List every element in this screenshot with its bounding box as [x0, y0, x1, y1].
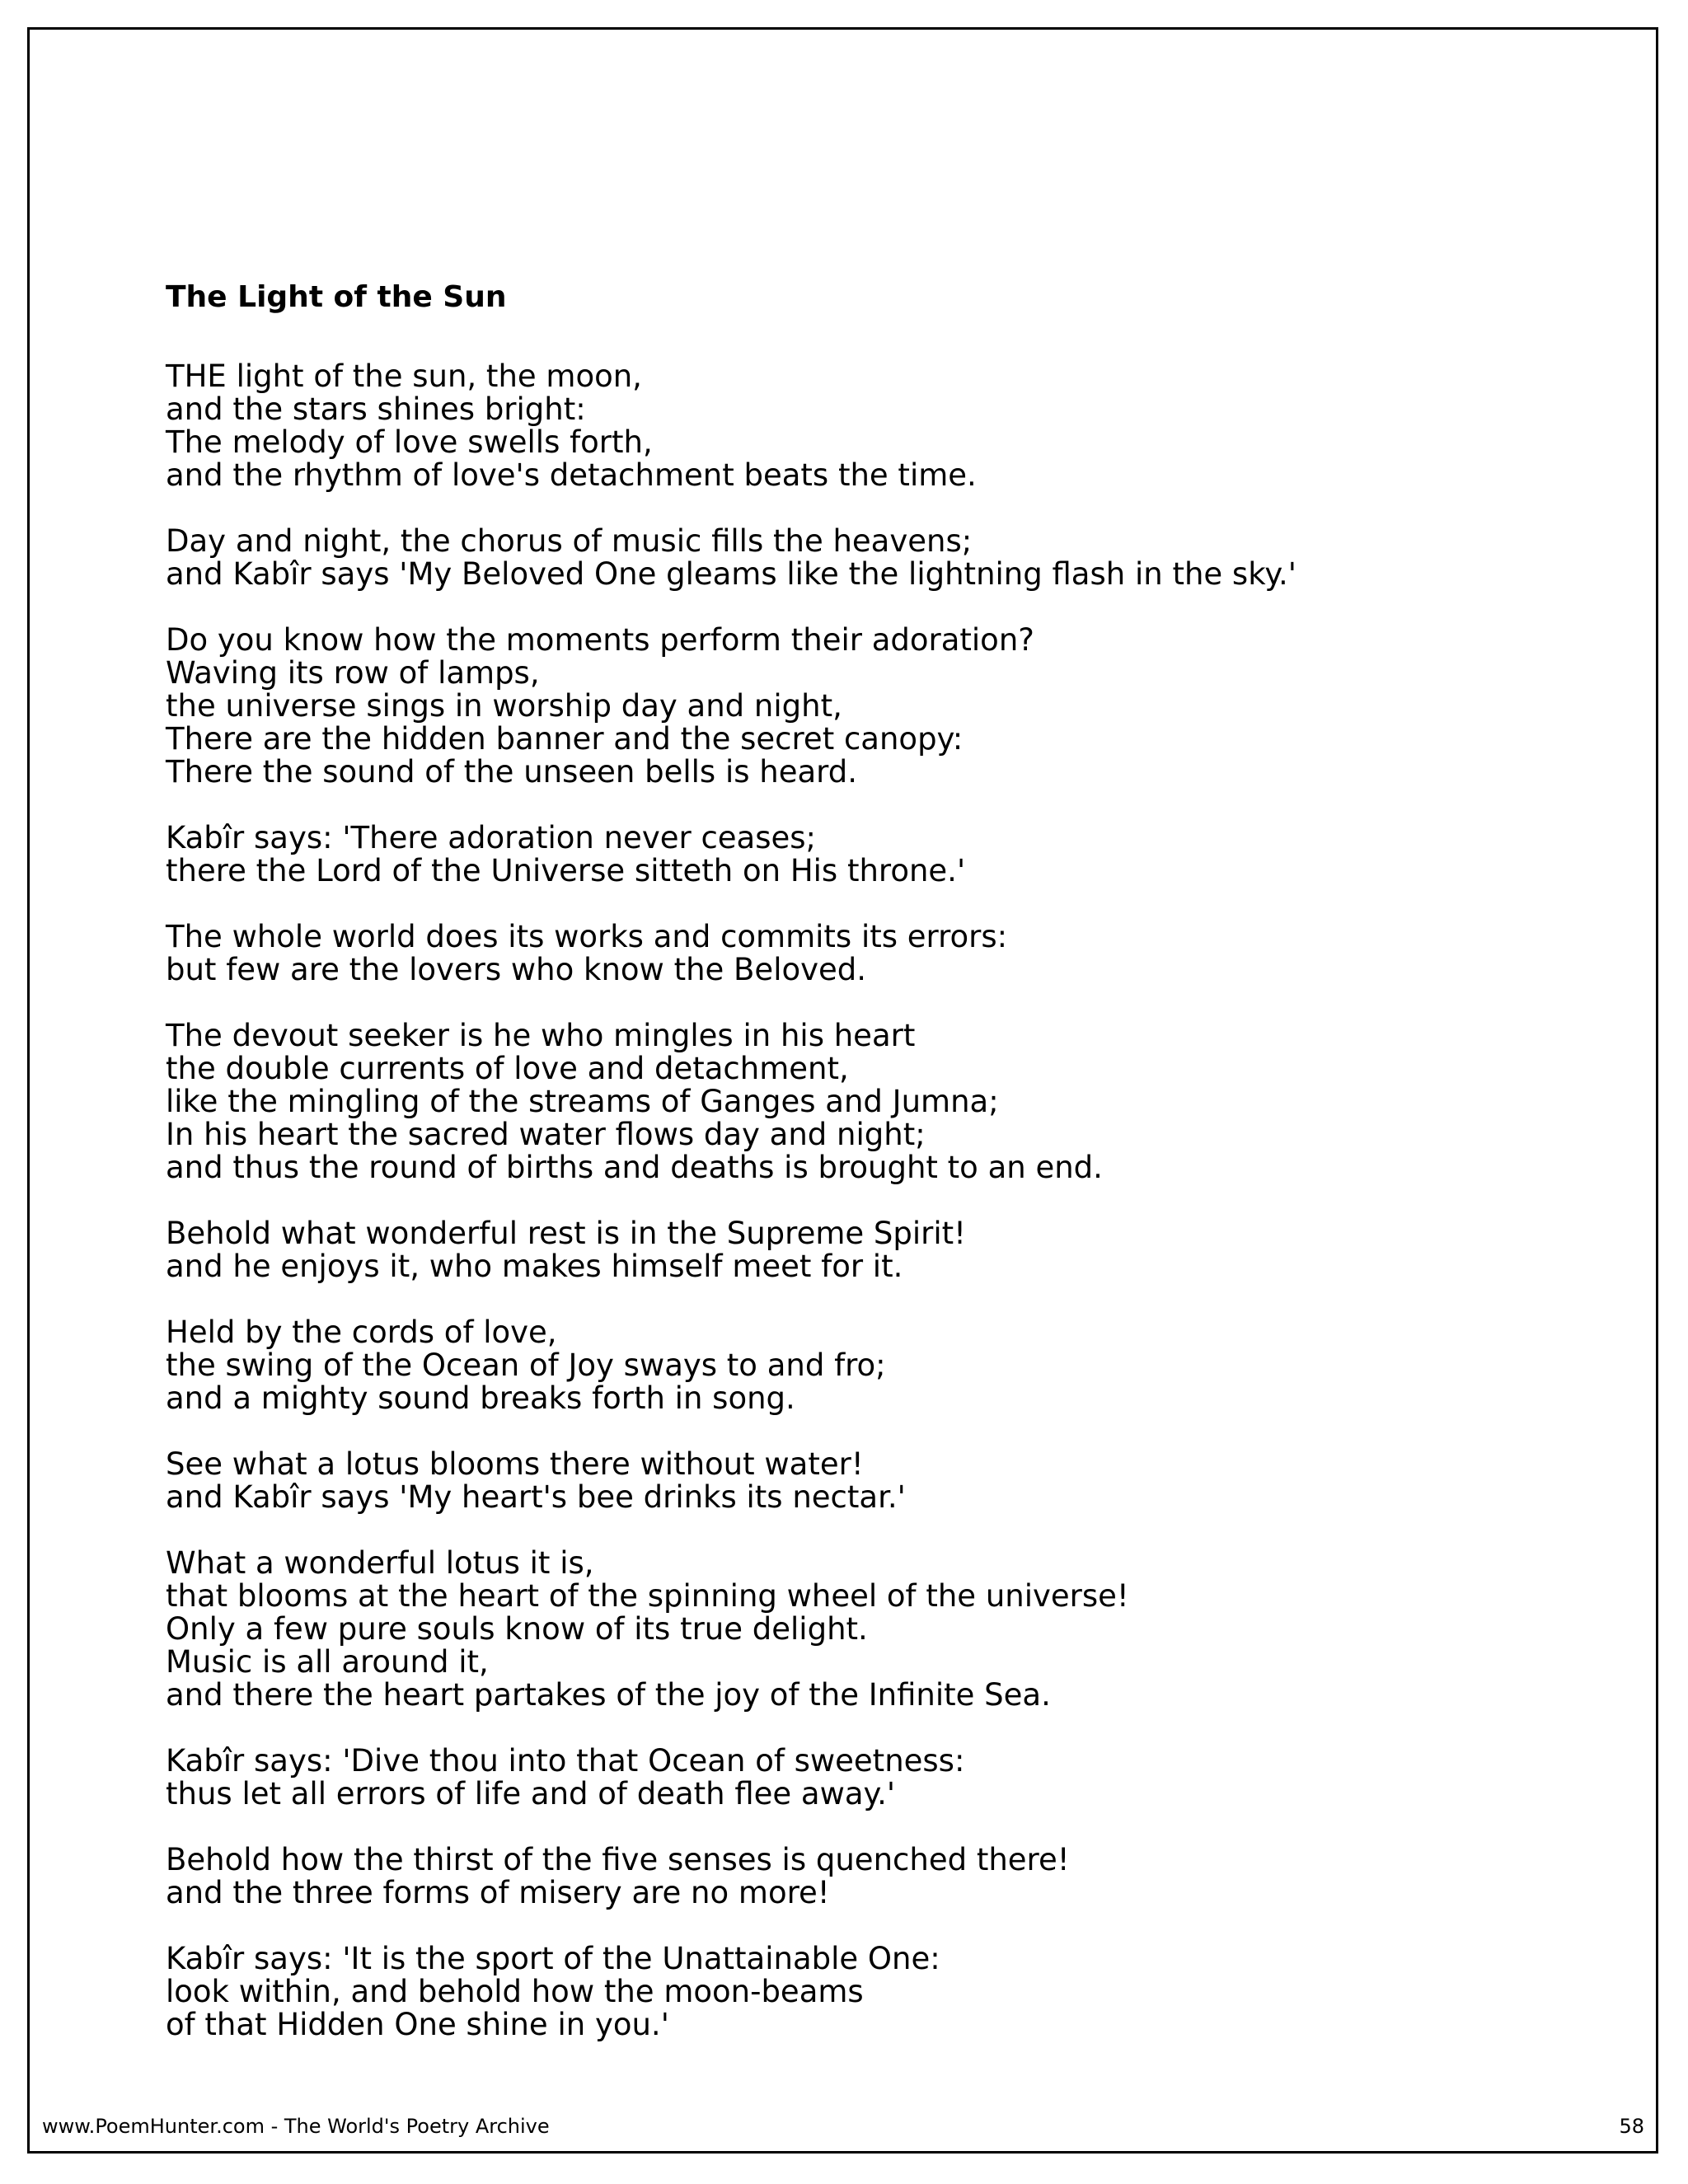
- stanza: [166, 921, 1296, 987]
- poem-line: Kabîr says: 'There adoration never ceases;: [166, 820, 817, 855]
- poem-line: In his heart the sacred water flows day and night;: [166, 1117, 926, 1152]
- poem-line: Waving its row of lamps,: [166, 655, 540, 691]
- poem-line: look within, and behold how the moon-beams: [166, 1974, 864, 2009]
- stanza: [166, 1547, 1296, 1712]
- poem-line: and thus the round of births and deaths is brought to an end.: [166, 1150, 1103, 1185]
- poem-line: Held by the cords of love,: [166, 1315, 557, 1350]
- stanza: [166, 1448, 1296, 1514]
- stanza: [166, 1745, 1296, 1811]
- stanza: [166, 822, 1296, 888]
- poem-line: There are the hidden banner and the secret canopy:: [166, 721, 964, 757]
- poem-line: of that Hidden One shine in you.': [166, 2007, 669, 2042]
- poem-line: and there the heart partakes of the joy of the Infinite Sea.: [166, 1677, 1051, 1713]
- poem-line: and Kabîr says 'My Beloved One gleams like the lightning flash in the sky.': [166, 556, 1296, 592]
- poem-line: The devout seeker is he who mingles in his heart: [166, 1018, 916, 1053]
- poem-line: Music is all around it,: [166, 1644, 489, 1680]
- poem-line: THE light of the sun, the moon,: [166, 359, 642, 394]
- poem-line: but few are the lovers who know the Beloved.: [166, 952, 867, 987]
- poem-line: there the Lord of the Universe sitteth on His throne.': [166, 853, 966, 888]
- poem-line: and the three forms of misery are no more!: [166, 1875, 830, 1910]
- stanza: [166, 525, 1296, 591]
- footer-source: www.PoemHunter.com - The World's Poetry Archive: [42, 2115, 550, 2138]
- stanza: [166, 1943, 1296, 2041]
- stanza: [166, 1217, 1296, 1283]
- poem-line: that blooms at the heart of the spinning wheel of the universe!: [166, 1578, 1129, 1614]
- poem-line: Day and night, the chorus of music fills the heavens;: [166, 523, 973, 559]
- poem-line: What a wonderful lotus it is,: [166, 1545, 594, 1581]
- page-number: 58: [1619, 2115, 1644, 2138]
- poem-line: The whole world does its works and commits its errors:: [166, 919, 1008, 954]
- poem-line: and a mighty sound breaks forth in song.: [166, 1380, 795, 1416]
- poem-line: like the mingling of the streams of Ganges and Jumna;: [166, 1084, 999, 1119]
- poem-line: Behold how the thirst of the five senses is quenched there!: [166, 1842, 1070, 1877]
- poem-line: Behold what wonderful rest is in the Supreme Spirit!: [166, 1216, 966, 1251]
- stanza: [166, 1316, 1296, 1415]
- poem-line: Do you know how the moments perform their adoration?: [166, 622, 1034, 658]
- poem-line: the double currents of love and detachment,: [166, 1051, 849, 1086]
- poem-line: and he enjoys it, who makes himself meet for it.: [166, 1249, 903, 1284]
- stanza: [166, 1844, 1296, 1910]
- poem-body: [166, 360, 1296, 2074]
- poem-line: See what a lotus blooms there without water!: [166, 1446, 864, 1482]
- poem-line: Kabîr says: 'Dive thou into that Ocean of sweetness:: [166, 1743, 965, 1779]
- poem-line: There the sound of the unseen bells is heard.: [166, 754, 857, 790]
- poem-title: The Light of the Sun: [166, 280, 507, 314]
- poem-line: The melody of love swells forth,: [166, 424, 653, 460]
- poem-line: thus let all errors of life and of death flee away.': [166, 1776, 896, 1811]
- poem-line: the universe sings in worship day and night,: [166, 688, 842, 724]
- poem-line: and the stars shines bright:: [166, 391, 586, 427]
- stanza: [166, 624, 1296, 789]
- poem-line: and Kabîr says 'My heart's bee drinks its nectar.': [166, 1479, 906, 1515]
- poem-line: Only a few pure souls know of its true delight.: [166, 1611, 868, 1647]
- poem-line: and the rhythm of love's detachment beats the time.: [166, 457, 977, 493]
- stanza: [166, 360, 1296, 492]
- stanza: [166, 1019, 1296, 1184]
- poem-line: Kabîr says: 'It is the sport of the Unattainable One:: [166, 1941, 940, 1976]
- poem-line: the swing of the Ocean of Joy sways to and fro;: [166, 1347, 886, 1383]
